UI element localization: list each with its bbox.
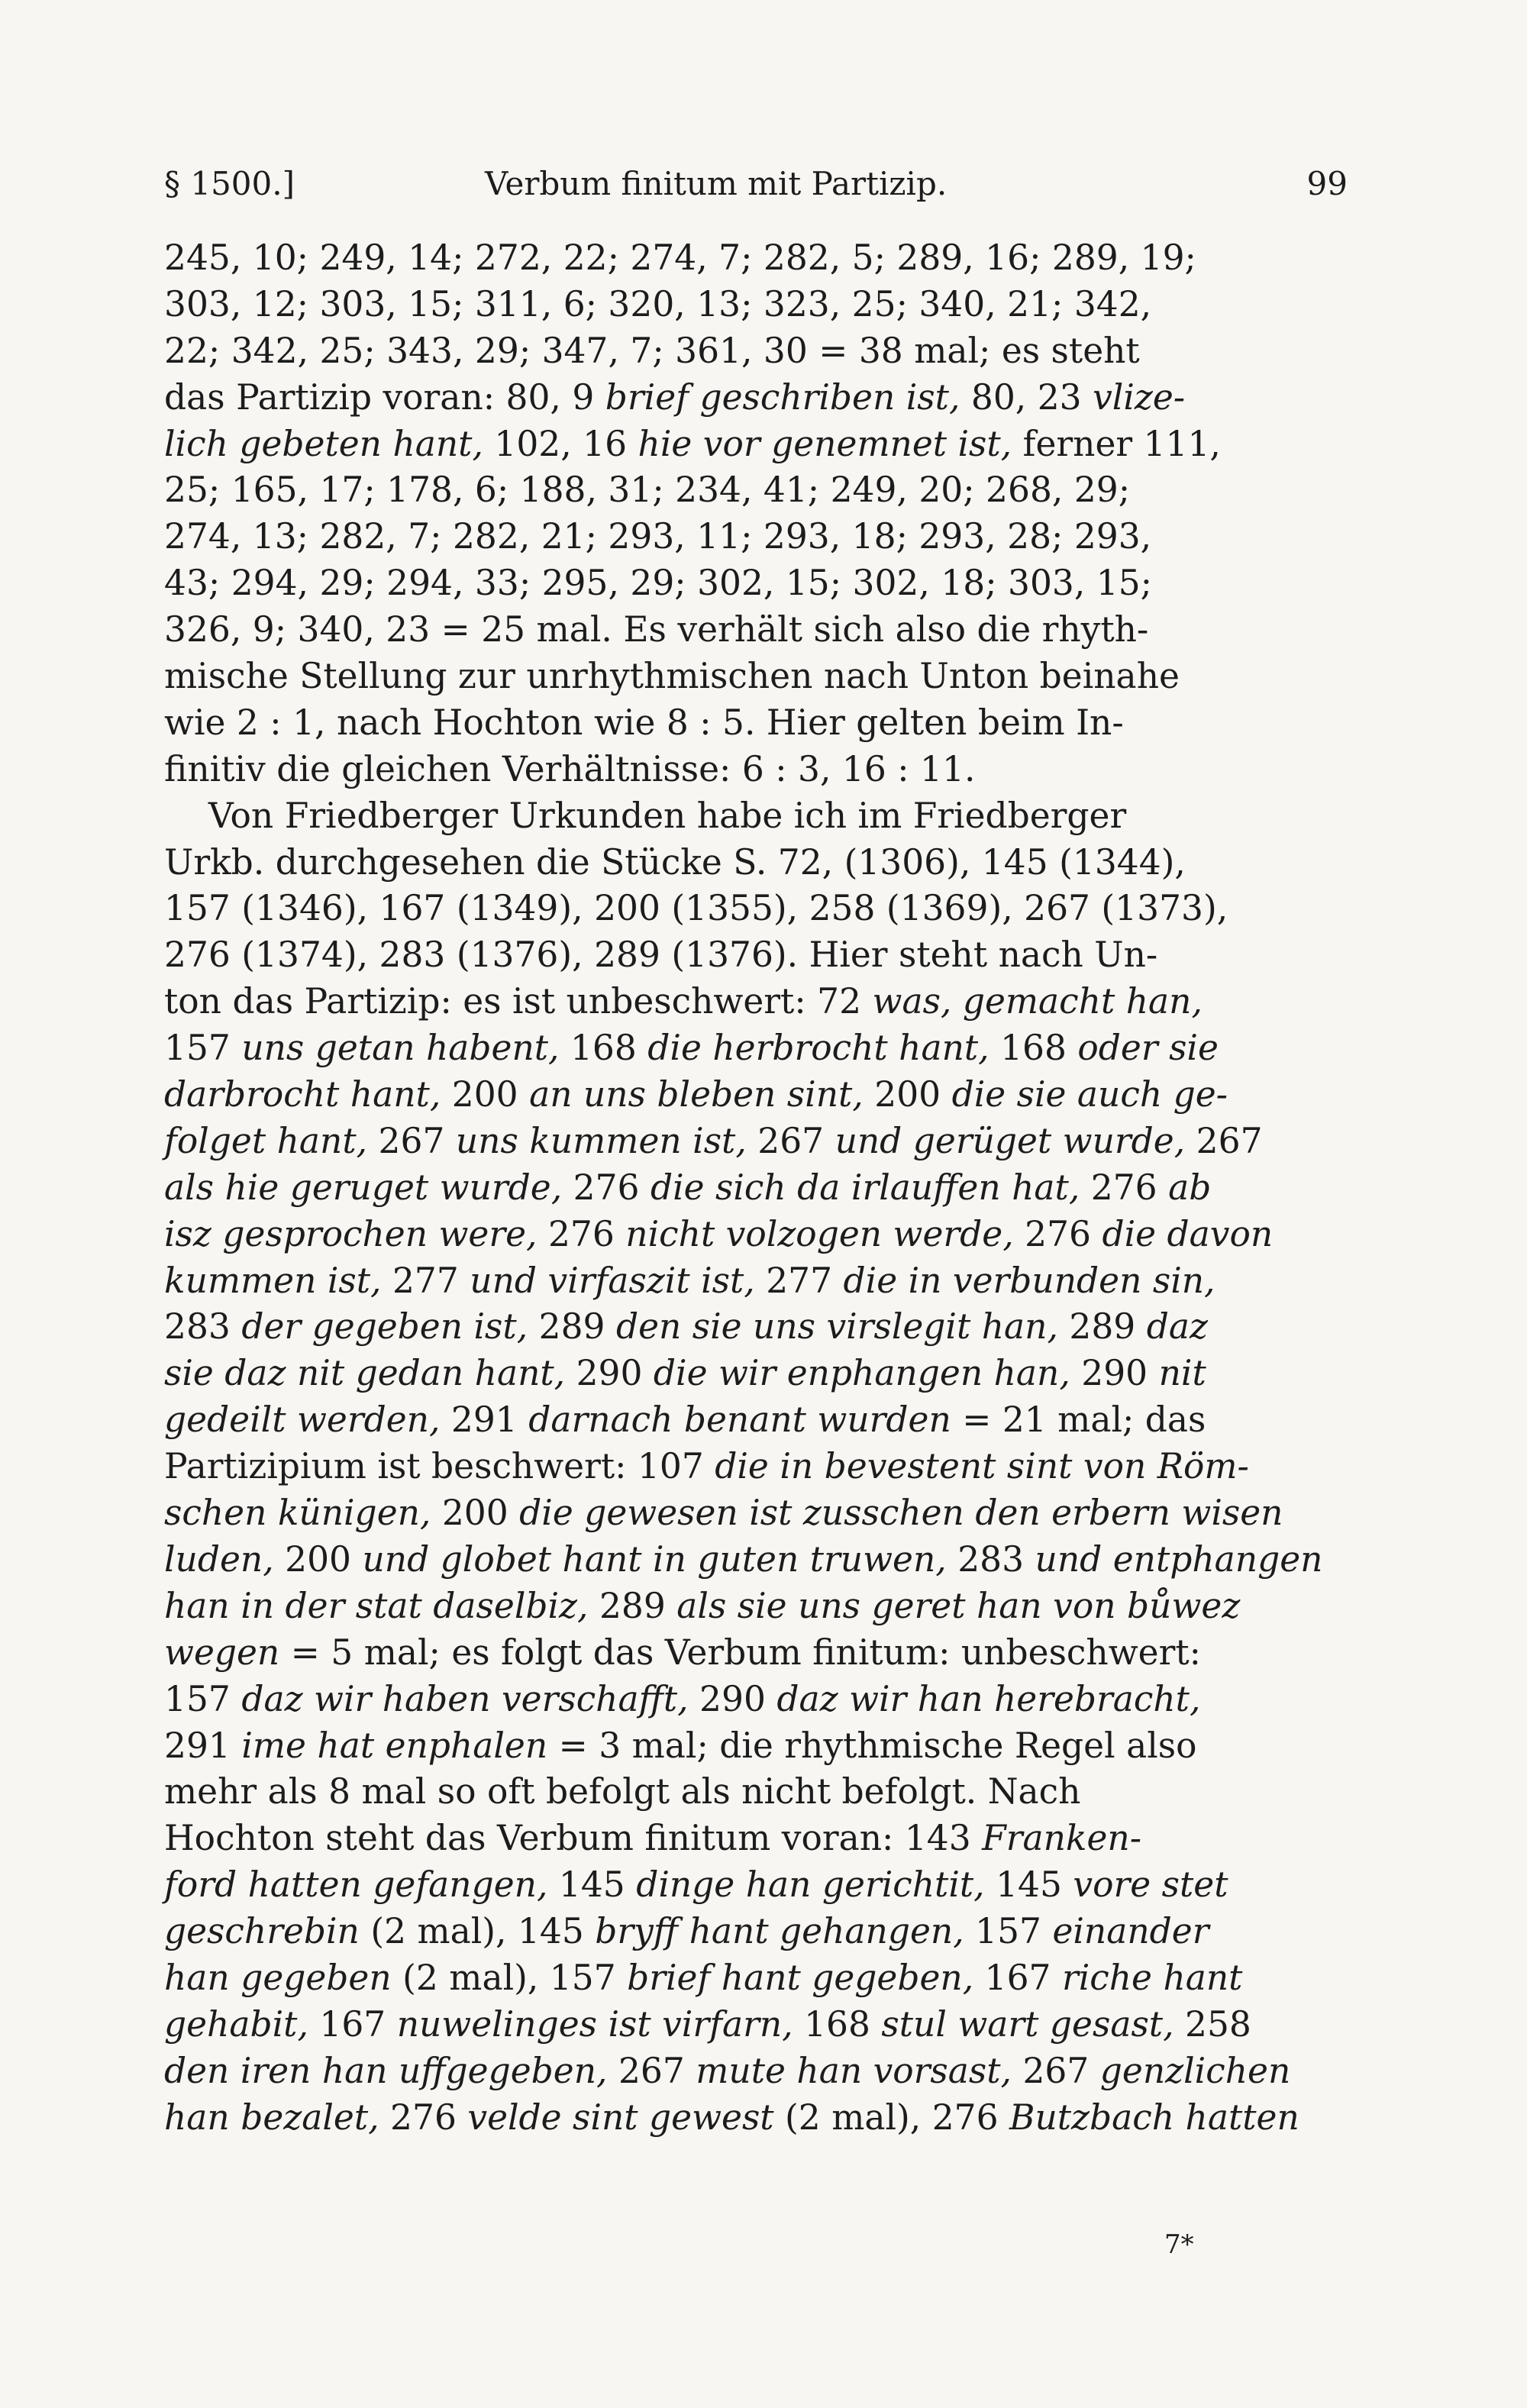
text-line — [164, 840, 1351, 886]
quoted-phrase: und virfaszit ist, — [470, 1260, 755, 1301]
text-run: Von Friedberger Urkunden habe ich im Friedberger — [164, 795, 1127, 836]
text-run: mische Stellung zur unrhythmischen nach Unton beinahe — [164, 656, 1180, 697]
quoted-phrase: dinge han gerichtit, — [636, 1864, 985, 1906]
text-run: 200 — [273, 1538, 363, 1580]
text-line — [164, 1816, 1351, 1862]
text-line — [164, 1862, 1351, 1909]
quoted-phrase: geschrebin — [164, 1911, 360, 1952]
quoted-phrase: vore stet — [1073, 1864, 1228, 1906]
quoted-phrase: den sie uns virslegit han, — [615, 1306, 1058, 1348]
quoted-phrase: ford hatten gefangen, — [164, 1864, 548, 1906]
text-line — [164, 1397, 1351, 1444]
text-run: 289 — [528, 1306, 616, 1348]
text-run: 43; 294, 29; 294, 33; 295, 29; 302, 15; 302, 18; 303, 15; — [164, 563, 1152, 604]
quoted-phrase: riche hant — [1061, 1957, 1243, 1998]
quoted-phrase: die in verbunden sin, — [843, 1260, 1215, 1301]
text-run: Urkb. durchgesehen die Stücke S. 72, (1306), 145 (1344), — [164, 841, 1186, 883]
text-line — [164, 1537, 1351, 1583]
text-run: 145 — [547, 1864, 637, 1906]
text-run: 283 — [946, 1538, 1035, 1580]
text-run: 157 (1346), 167 (1349), 200 (1355), 258 (1369), 267 (1373), — [164, 888, 1228, 929]
quoted-phrase: nit — [1158, 1353, 1206, 1394]
text-run: 80, 23 — [960, 376, 1093, 418]
quoted-phrase: Butzbach hatten — [1009, 2097, 1299, 2138]
text-line — [164, 2048, 1351, 2095]
text-run: mehr als 8 mal so oft befolgt als nicht befolgt. Nach — [164, 1771, 1081, 1812]
quoted-phrase: folget hant, — [164, 1120, 368, 1161]
text-run: 267 — [1012, 2050, 1100, 2091]
text-line — [164, 1909, 1351, 1955]
text-run: 303, 12; 303, 15; 311, 6; 320, 13; 323, 25; 340, 21; 342, — [164, 283, 1152, 324]
quoted-phrase: genzlichen — [1099, 2050, 1291, 2091]
text-line — [164, 1025, 1351, 1072]
text-line — [164, 1490, 1351, 1537]
quoted-phrase: die sich da irlauffen hat, — [650, 1167, 1080, 1208]
quoted-phrase: daz wir haben verschafft, — [241, 1678, 689, 1719]
text-line — [164, 1677, 1351, 1723]
text-run: 291 — [440, 1399, 529, 1441]
text-line — [164, 1583, 1351, 1630]
quoted-phrase: sie daz nit gedan hant, — [164, 1353, 566, 1394]
quoted-phrase: uns getan habent, — [241, 1028, 560, 1069]
text-run: 200 — [863, 1074, 952, 1115]
text-line — [164, 1444, 1351, 1490]
text-line — [164, 1118, 1351, 1165]
page-number: 99 — [1306, 165, 1348, 202]
text-line — [164, 421, 1351, 468]
text-run: 290 — [565, 1353, 654, 1394]
quoted-phrase: ab — [1168, 1167, 1212, 1208]
text-line — [164, 560, 1351, 607]
quoted-phrase: han gegeben — [164, 1957, 392, 1998]
text-run: = 3 mal; die rhythmische Regel also — [547, 1725, 1197, 1766]
text-run: 277 — [381, 1260, 470, 1301]
section-reference: § 1500.] — [164, 165, 295, 202]
text-run: 258 — [1173, 2003, 1251, 2045]
text-run: 276 — [379, 2097, 468, 2138]
quoted-phrase: lich gebeten hant, — [164, 423, 483, 464]
running-header — [164, 165, 1348, 211]
text-run: 22; 342, 25; 343, 29; 347, 7; 361, 30 = 38 mal; es steht — [164, 330, 1140, 371]
quoted-phrase: die wir enphangen han, — [653, 1353, 1070, 1394]
text-line — [164, 235, 1351, 282]
text-line — [164, 375, 1351, 421]
text-run: 25; 165, 17; 178, 6; 188, 31; 234, 41; 249, 20; 268, 29; — [164, 470, 1131, 511]
text-run: 168 — [989, 1028, 1078, 1069]
quoted-phrase: schen künigen, — [164, 1493, 431, 1534]
quoted-phrase: an uns bleben sint, — [529, 1074, 864, 1115]
quoted-phrase: vlize- — [1093, 376, 1186, 418]
quoted-phrase: nicht volzogen werde, — [625, 1213, 1014, 1254]
text-run: = 21 mal; das — [951, 1399, 1206, 1441]
text-run: 267 — [607, 2050, 696, 2091]
text-run: 290 — [1070, 1353, 1159, 1394]
quoted-phrase: den iren han uffgegeben, — [164, 2050, 608, 2091]
quoted-phrase: als sie uns geret han von bůwez — [676, 1585, 1241, 1626]
text-line — [164, 700, 1351, 747]
quoted-phrase: die herbrocht hant, — [647, 1028, 989, 1069]
text-run: ferner 111, — [1012, 423, 1221, 464]
text-line — [164, 1258, 1351, 1305]
text-line — [164, 467, 1351, 514]
text-run: 276 — [1080, 1167, 1169, 1208]
text-run: 200 — [441, 1074, 530, 1115]
text-run: 200 — [431, 1493, 520, 1534]
text-run: 157 — [164, 1028, 242, 1069]
text-run: 102, 16 — [483, 423, 638, 464]
quoted-phrase: bryff hant gehangen, — [595, 1911, 964, 1952]
text-run: 277 — [754, 1260, 844, 1301]
text-line — [164, 932, 1351, 979]
quoted-phrase: hie vor genemnet ist, — [638, 423, 1012, 464]
text-line — [164, 282, 1351, 328]
quoted-phrase: wegen — [164, 1632, 280, 1673]
text-line — [164, 1955, 1351, 2002]
quoted-phrase: stul wart gesast, — [881, 2003, 1174, 2045]
text-run: = 5 mal; es folgt das Verbum finitum: unbeschwert: — [279, 1632, 1201, 1673]
text-run: ton das Partizip: es ist unbeschwert: 72 — [164, 981, 873, 1022]
text-line — [164, 1769, 1351, 1816]
quoted-phrase: brief geschriben ist, — [605, 376, 960, 418]
text-run: 168 — [793, 2003, 882, 2045]
quoted-phrase: ime hat enphalen — [241, 1725, 548, 1766]
text-run: 274, 13; 282, 7; 282, 21; 293, 11; 293, 18; 293, 28; 293, — [164, 516, 1152, 557]
text-line — [164, 328, 1351, 375]
text-line — [164, 886, 1351, 932]
running-title: Verbum finitum mit Partizip. — [485, 165, 948, 202]
quoted-phrase: luden, — [164, 1538, 274, 1580]
text-line — [164, 1212, 1351, 1258]
text-line — [164, 1630, 1351, 1677]
text-line — [164, 514, 1351, 560]
text-run: wie 2 : 1, nach Hochton wie 8 : 5. Hier gelten beim In- — [164, 702, 1124, 743]
signature-mark: 7* — [1164, 2229, 1194, 2260]
text-run: das Partizip voran: 80, 9 — [164, 376, 605, 418]
quoted-phrase: als hie geruget wurde, — [164, 1167, 563, 1208]
quoted-phrase: mute han vorsast, — [696, 2050, 1012, 2091]
text-run: 267 — [367, 1120, 456, 1161]
text-run: (2 mal), 157 — [391, 1957, 628, 1998]
text-run: (2 mal), 145 — [359, 1911, 596, 1952]
quoted-phrase: daz wir han herebracht, — [776, 1678, 1201, 1719]
body-text — [164, 235, 1351, 2142]
text-line — [164, 1072, 1351, 1118]
text-run: 276 (1374), 283 (1376), 289 (1376). Hier steht nach Un- — [164, 934, 1158, 976]
text-run: 157 — [964, 1911, 1053, 1952]
quoted-phrase: die davon — [1102, 1213, 1274, 1254]
quoted-phrase: die gewesen ist zusschen den erbern wisen — [519, 1493, 1283, 1534]
text-line — [164, 1165, 1351, 1212]
text-run: 289 — [588, 1585, 677, 1626]
quoted-phrase: brief hant gegeben, — [627, 1957, 974, 1998]
text-run: 291 — [164, 1725, 242, 1766]
text-line — [164, 979, 1351, 1025]
text-run: 289 — [1057, 1306, 1147, 1348]
text-run: 167 — [308, 2003, 397, 2045]
text-line — [164, 1351, 1351, 1397]
text-run: 245, 10; 249, 14; 272, 22; 274, 7; 282, 5; 289, 16; 289, 19; — [164, 237, 1196, 278]
text-line — [164, 607, 1351, 654]
quoted-phrase: nuwelinges ist virfarn, — [396, 2003, 793, 2045]
quoted-phrase: darnach benant wurden — [528, 1399, 951, 1441]
quoted-phrase: darbrocht hant, — [164, 1074, 441, 1115]
text-line — [164, 2002, 1351, 2048]
quoted-phrase: daz — [1146, 1306, 1208, 1348]
text-run: 145 — [984, 1864, 1073, 1906]
quoted-phrase: die in bevestent sint von Röm- — [715, 1446, 1249, 1487]
quoted-phrase: und globet hant in guten truwen, — [362, 1538, 947, 1580]
quoted-phrase: uns kummen ist, — [455, 1120, 747, 1161]
text-run: 326, 9; 340, 23 = 25 mal. Es verhält sich also die rhyth- — [164, 609, 1149, 650]
quoted-phrase: gedeilt werden, — [164, 1399, 441, 1441]
text-line — [164, 2095, 1351, 2142]
quoted-phrase: die sie auch ge- — [951, 1074, 1228, 1115]
text-run: finitiv die gleichen Verhältnisse: 6 : 3, 16 : 11. — [164, 748, 976, 789]
quoted-phrase: und entphangen — [1035, 1538, 1323, 1580]
text-run: 283 — [164, 1306, 242, 1348]
quoted-phrase: und gerüget wurde, — [835, 1120, 1186, 1161]
text-line — [164, 1723, 1351, 1770]
text-run: 267 — [1185, 1120, 1263, 1161]
text-run: 276 — [562, 1167, 651, 1208]
quoted-phrase: einander — [1052, 1911, 1209, 1952]
quoted-phrase: kummen ist, — [164, 1260, 382, 1301]
text-run: 276 — [1013, 1213, 1102, 1254]
quoted-phrase: velde sint gewest — [467, 2097, 774, 2138]
quoted-phrase: Franken- — [982, 1818, 1142, 1859]
text-line — [164, 793, 1351, 840]
quoted-phrase: gehabit, — [164, 2003, 308, 2045]
text-run: 157 — [164, 1678, 242, 1719]
text-run: 267 — [746, 1120, 835, 1161]
text-line — [164, 654, 1351, 700]
text-run: Partizipium ist beschwert: 107 — [164, 1446, 715, 1487]
text-run: Hochton steht das Verbum finitum voran: 143 — [164, 1818, 983, 1859]
text-line — [164, 1304, 1351, 1351]
text-run: 167 — [973, 1957, 1062, 1998]
quoted-phrase: isz gesprochen were, — [164, 1213, 538, 1254]
quoted-phrase: han bezalet, — [164, 2097, 379, 2138]
quoted-phrase: der gegeben ist, — [241, 1306, 528, 1348]
quoted-phrase: han in der stat daselbiz, — [164, 1585, 589, 1626]
text-run: 276 — [537, 1213, 626, 1254]
text-run: 290 — [688, 1678, 777, 1719]
text-run: 168 — [559, 1028, 648, 1069]
text-run: (2 mal), 276 — [773, 2097, 1010, 2138]
quoted-phrase: was, gemacht han, — [872, 981, 1203, 1022]
quoted-phrase: oder sie — [1077, 1028, 1219, 1069]
text-line — [164, 747, 1351, 793]
